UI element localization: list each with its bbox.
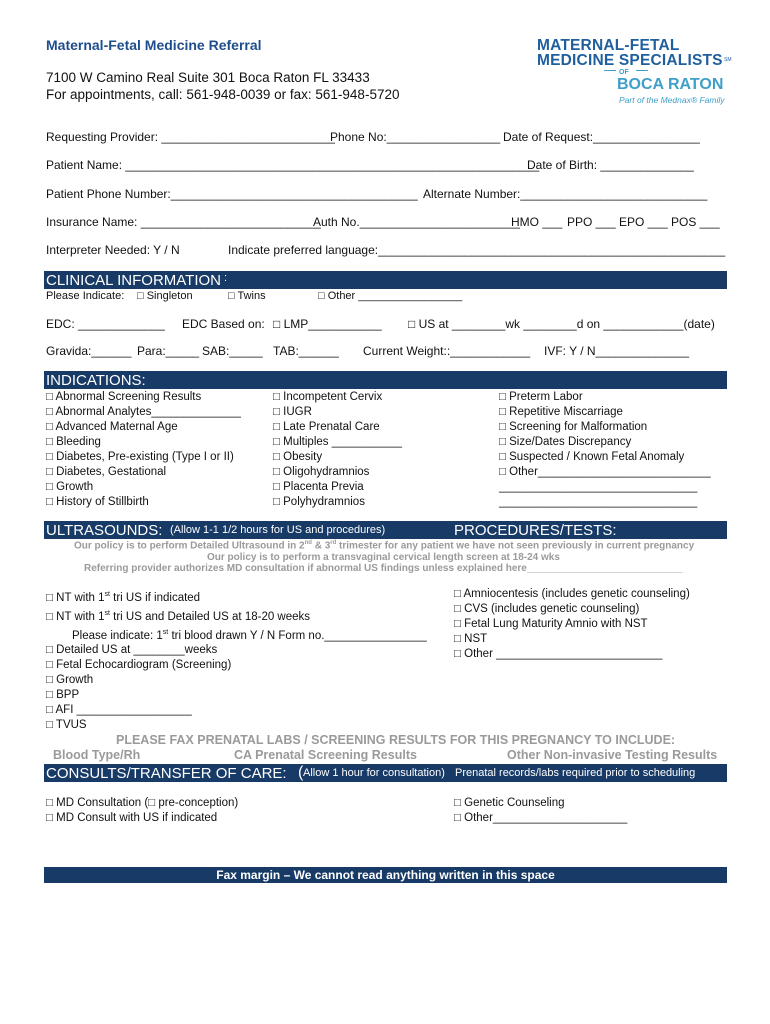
procedure-checkbox[interactable]: □ Fetal Lung Maturity Amnio with NST	[454, 618, 648, 630]
consults-note: Allow 1 hour for consultation)	[303, 767, 445, 779]
us-option-checkbox[interactable]: □ BPP	[46, 689, 80, 702]
indication-item[interactable]: □ Bleeding	[46, 436, 101, 448]
ivf-field[interactable]: IVF: Y / N______________	[544, 344, 690, 358]
logo-line-2: MEDICINE SPECIALISTS	[537, 52, 723, 69]
twins-checkbox[interactable]: □ Twins	[228, 290, 266, 302]
consult-options-left	[46, 796, 238, 826]
edc-field[interactable]: EDC: _____________	[46, 317, 165, 331]
ultrasounds-bar	[44, 521, 727, 539]
date-of-request-field[interactable]: Date of Request:________________	[503, 130, 700, 144]
interpreter-needed-field[interactable]: Interpreter Needed: Y / N	[46, 243, 180, 257]
md-consult-with-us-checkbox[interactable]: □ MD Consult with US if indicated	[46, 812, 218, 824]
indication-item[interactable]: □ Abnormal Screening Results	[46, 391, 202, 403]
indication-item[interactable]: □ Size/Dates Discrepancy	[499, 436, 632, 448]
procedure-options	[454, 587, 690, 662]
indication-item[interactable]: □ Incompetent Cervix	[273, 391, 383, 403]
procedures-heading: PROCEDURES/TESTS:	[454, 522, 617, 539]
requesting-provider-field[interactable]: Requesting Provider: __________________________	[46, 130, 335, 144]
indication-item[interactable]: □ Placenta Previa	[273, 481, 364, 493]
indications-column-1	[46, 390, 241, 510]
ultrasounds-note: (Allow 1-1 1/2 hours for US and procedures)	[170, 524, 386, 536]
consult-options-right	[454, 796, 627, 826]
indication-item[interactable]: □ Preterm Labor	[499, 391, 583, 403]
clinic-contact: For appointments, call: 561-948-0039 or fax: 561-948-5720	[46, 87, 400, 102]
sab-field[interactable]: SAB:_____	[202, 344, 263, 358]
para-field[interactable]: Para:_____	[137, 344, 200, 358]
indication-item[interactable]: □ Diabetes, Pre-existing (Type I or II)	[46, 451, 234, 463]
consults-paren: (	[298, 764, 304, 781]
pos-field[interactable]: POS ___	[671, 215, 720, 229]
us-nt-first-tri-checkbox[interactable]: □ NT with 1st tri US if indicated	[46, 591, 201, 604]
us-option-checkbox[interactable]: □ Detailed US at ________weeks	[46, 644, 218, 657]
us-option-checkbox[interactable]: □ TVUS	[46, 719, 87, 732]
fax-labs-other-testing: Other Non-invasive Testing Results	[507, 748, 718, 762]
ppo-field[interactable]: PPO ___	[567, 215, 616, 229]
indication-item[interactable]: □ Repetitive Miscarriage	[499, 406, 623, 418]
indication-item[interactable]: □ Screening for Malformation	[499, 421, 648, 433]
indications-column-3	[499, 390, 711, 510]
form-title: Maternal-Fetal Medicine Referral	[46, 37, 262, 53]
ultrasounds-heading: ULTRASOUNDS:	[46, 522, 163, 539]
lmp-checkbox[interactable]: □ LMP___________	[273, 317, 382, 331]
indication-item[interactable]: □ Other___________________________	[499, 466, 711, 478]
us-option-checkbox[interactable]: □ Growth	[46, 674, 94, 687]
indication-item[interactable]: □ IUGR	[273, 406, 312, 418]
please-indicate-label: Please Indicate:	[46, 290, 125, 302]
consults-heading: CONSULTS/TRANSFER OF CARE:	[46, 765, 287, 782]
fax-margin-text: Fax margin – We cannot read anything written in this space	[216, 868, 555, 882]
indication-item[interactable]: □ Advanced Maternal Age	[46, 421, 178, 433]
indication-item[interactable]: □ History of Stillbirth	[46, 496, 149, 508]
fax-margin-bar	[44, 867, 727, 883]
genetic-counseling-checkbox[interactable]: □ Genetic Counseling	[454, 797, 565, 809]
other-gestation-checkbox[interactable]: □ Other _________________	[318, 290, 463, 302]
logo-tm: SM	[724, 57, 732, 63]
indication-item[interactable]: □ Suspected / Known Fetal Anomaly	[499, 451, 685, 463]
indication-blank-line[interactable]: _______________________________	[499, 481, 698, 493]
singleton-checkbox[interactable]: □ Singleton	[137, 290, 193, 302]
fax-labs-blood-type: Blood Type/Rh	[53, 748, 141, 762]
preferred-language-field[interactable]: Indicate preferred language:____________________________________________________	[228, 243, 726, 257]
tab-field[interactable]: TAB:______	[273, 344, 339, 358]
edc-based-on-label: EDC Based on:	[182, 317, 265, 331]
alternate-number-field[interactable]: Alternate Number:____________________________	[423, 187, 708, 201]
phone-no-field[interactable]: Phone No:_________________	[330, 130, 501, 144]
us-nt-detailed-checkbox[interactable]: □ NT with 1st tri US and Detailed US at 18-20 weeks	[46, 609, 311, 623]
consults-bar	[44, 764, 727, 782]
indication-blank-line[interactable]: _______________________________	[499, 496, 698, 508]
policy-cervical-length: Our policy is to perform a transvaginal cervical length screen at 18-24 wks	[207, 552, 560, 563]
patient-name-field[interactable]: Patient Name: ______________________________________________________________	[46, 158, 540, 172]
consults-note-records: Prenatal records/labs required prior to scheduling	[455, 767, 696, 779]
indications-heading: INDICATIONS:	[46, 372, 146, 389]
first-tri-blood-drawn-field[interactable]: Please indicate: 1st tri blood drawn Y / N Form no.________________	[72, 628, 427, 642]
procedure-checkbox[interactable]: □ Other __________________________	[454, 648, 663, 660]
clinical-heading-colon: :	[224, 272, 228, 284]
gravida-field[interactable]: Gravida:______	[46, 344, 132, 358]
date-of-birth-field[interactable]: Date of Birth: ______________	[527, 158, 694, 172]
logo-rule-right	[636, 70, 648, 71]
logo-tagline: Part of the Mednax® Family	[619, 95, 725, 105]
indication-item[interactable]: □ Late Prenatal Care	[273, 421, 380, 433]
fax-labs-ca-screening: CA Prenatal Screening Results	[234, 748, 417, 762]
auth-no-field[interactable]: Auth No.________________________	[313, 215, 520, 229]
procedure-checkbox[interactable]: □ CVS (includes genetic counseling)	[454, 603, 640, 615]
indication-item[interactable]: □ Polyhydramnios	[273, 496, 365, 508]
us-at-checkbox[interactable]: □ US at ________wk ________d on ____________(date)	[408, 317, 715, 331]
indication-item[interactable]: □ Abnormal Analytes______________	[46, 406, 241, 418]
indications-column-2	[273, 390, 402, 510]
policy-md-consultation: Referring provider authorizes MD consultation if abnormal US findings unless explained here____________________________	[84, 563, 683, 574]
epo-field[interactable]: EPO ___	[619, 215, 668, 229]
logo-line-1: MATERNAL-FETAL	[537, 37, 680, 54]
indication-item[interactable]: □ Obesity	[273, 451, 323, 463]
logo-city: BOCA RATON	[617, 76, 724, 93]
insurance-name-field[interactable]: Insurance Name: ___________________________	[46, 215, 321, 229]
us-option-checkbox[interactable]: □ AFI __________________	[46, 704, 192, 717]
fax-labs-heading: PLEASE FAX PRENATAL LABS / SCREENING RESULTS FOR THIS PREGNANCY TO INCLUDE:	[116, 733, 676, 747]
clinic-address: 7100 W Camino Real Suite 301 Boca Raton FL 33433	[46, 70, 370, 85]
clinical-information-bar	[44, 271, 727, 289]
consult-other-checkbox[interactable]: □ Other_____________________	[454, 812, 628, 824]
indication-item[interactable]: □ Diabetes, Gestational	[46, 466, 167, 478]
logo-rule-left	[604, 70, 616, 71]
indication-item[interactable]: □ Growth	[46, 481, 94, 493]
indication-item[interactable]: □ Multiples ___________	[273, 436, 403, 448]
md-consultation-checkbox[interactable]: □ MD Consultation (□ pre-conception)	[46, 797, 239, 809]
procedure-checkbox[interactable]: □ NST	[454, 633, 488, 645]
hmo-field[interactable]: HMO ___	[511, 215, 563, 229]
ultrasound-options	[46, 587, 427, 733]
current-weight-field[interactable]: Current Weight::____________	[363, 344, 531, 358]
indication-item[interactable]: □ Oligohydramnios	[273, 466, 370, 478]
procedure-checkbox[interactable]: □ Amniocentesis (includes genetic counseling)	[454, 588, 690, 600]
clinical-information-heading: CLINICAL INFORMATION	[46, 272, 222, 289]
us-option-checkbox[interactable]: □ Fetal Echocardiogram (Screening)	[46, 659, 232, 672]
patient-phone-field[interactable]: Patient Phone Number:_____________________________________	[46, 187, 418, 201]
policy-detailed-us: Our policy is to perform Detailed Ultrasound in 2nd & 3rd trimester for any patient we have not seen previously in current pregnancy	[74, 540, 695, 552]
logo-of: OF	[619, 69, 629, 76]
indications-bar	[44, 371, 727, 389]
